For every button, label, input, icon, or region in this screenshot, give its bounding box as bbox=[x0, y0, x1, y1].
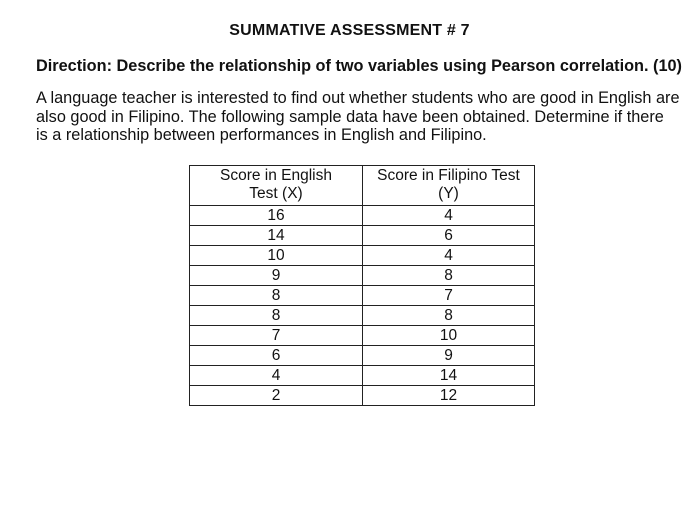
english-score-cell: 9 bbox=[190, 266, 363, 286]
filipino-score-cell: 6 bbox=[363, 226, 535, 246]
table-row bbox=[190, 266, 535, 286]
header-filipino-line1: Score in Filipino Test bbox=[377, 167, 520, 184]
english-score-cell: 16 bbox=[190, 206, 363, 226]
english-score-cell: 8 bbox=[190, 286, 363, 306]
paragraph-line: is a relationship between performances in English and Filipino. bbox=[36, 126, 487, 144]
filipino-score-cell: 4 bbox=[363, 246, 535, 266]
english-score-cell: 10 bbox=[190, 246, 363, 266]
paragraph-line: A language teacher is interested to find out whether students who are good in English are bbox=[36, 89, 680, 107]
table-row bbox=[190, 286, 535, 306]
filipino-score-cell: 10 bbox=[363, 326, 535, 346]
english-score-cell: 4 bbox=[190, 366, 363, 386]
filipino-score-cell: 8 bbox=[363, 266, 535, 286]
table-row bbox=[190, 326, 535, 346]
header-filipino-line2: (Y) bbox=[438, 185, 459, 202]
header-english-line2: Test (X) bbox=[249, 185, 303, 202]
header-english bbox=[190, 166, 363, 206]
filipino-score-cell: 8 bbox=[363, 306, 535, 326]
header-english-line1: Score in English bbox=[219, 167, 332, 184]
table-row bbox=[190, 306, 535, 326]
english-score-cell: 8 bbox=[190, 306, 363, 326]
table-row bbox=[190, 246, 535, 266]
page-title: SUMMATIVE ASSESSMENT # 7 bbox=[229, 22, 470, 39]
header-filipino bbox=[363, 166, 535, 206]
english-score-cell: 6 bbox=[190, 346, 363, 366]
table-row bbox=[190, 366, 535, 386]
english-score-cell: 2 bbox=[190, 386, 363, 406]
paragraph-line: also good in Filipino. The following sample data have been obtained. Determine if there bbox=[36, 107, 664, 126]
filipino-score-cell: 9 bbox=[363, 346, 535, 366]
table-row bbox=[190, 226, 535, 246]
filipino-score-cell: 7 bbox=[363, 286, 535, 306]
score-table bbox=[189, 165, 535, 406]
filipino-score-cell: 14 bbox=[363, 366, 535, 386]
english-score-cell: 7 bbox=[190, 326, 363, 346]
problem-paragraph bbox=[36, 89, 696, 145]
english-score-cell: 14 bbox=[190, 226, 363, 246]
table-header-row bbox=[190, 166, 535, 206]
filipino-score-cell: 4 bbox=[363, 206, 535, 226]
table-row bbox=[190, 346, 535, 366]
table-row bbox=[190, 206, 535, 226]
filipino-score-cell: 12 bbox=[363, 386, 535, 406]
table-row bbox=[190, 386, 535, 406]
direction-text: Direction: Describe the relationship of two variables using Pearson correlation. (10) bbox=[36, 57, 682, 75]
